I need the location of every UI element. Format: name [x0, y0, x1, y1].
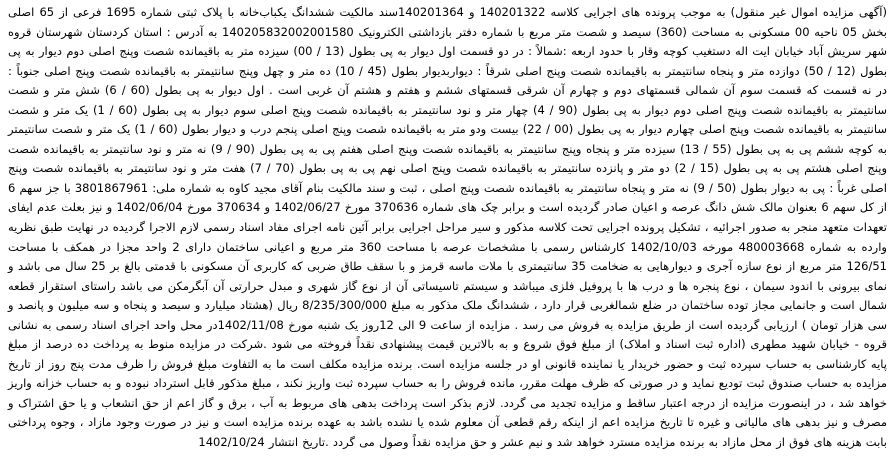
auction-notice-text: (آگهی مزایده اموال غیر منقول) به موجب پرونده های اجرایی کلاسه 140201322 و 140201364سند مالکیت ششدانگ یکباب‌خانه با پلاک ثبتی شماره 1695 فرعی از 65 اصلی بخش 05 ناحیه 00 مسکونی به مساحت (360) سیصد و شصت متر مربع با شماره دفتر بازداشتی الکترونیک 140205832002001580 به آدرس : استان کردستان شهرستان قروه شهر سریش آباد خیابان ایت اله دستغیب کوچه وقار با حدود اربعه :شمالاً : در دو قسمت اول دیوار به پی بطول (13 / 00) سیزده متر به باقیمانده شصت وپنج اصلی دوم دیوار به پی بطول (12 / 50) دوازده متر و پنجاه سانتیمتر به باقیمانده شصت وپنج اصلی شرقاً : دیواربدیوار بطول (45 / 10) ده متر و چهل وپنج سانتیمتر به باقیمانده شصت وپنج اصلی جنوباً : در نه قسمت که قسمت سوم آن شمالی قسمتهای دوم و چهارم آن شرقی قسمتهای ششم و هفتم و هشتم آن غربی است . اول دیوار به پی بطول (60 / 6) شش متر و شصت سانتیمتر به باقیمانده شصت وپنج اصلی دوم دیوار به پی بطول (90 / 4) چهار متر و نود سانتیمتر به باقیمانده شصت وپنج اصلی سوم دیوار به پی بطول (60 / 1) یک متر و شصت سانتیمتر به باقیمانده شصت وپنج اصلی چهارم دیوار به پی بطول (00 / 22) بیست ودو متر به باقیمانده شصت وپنج اصلی پنجم درب و دیوار بطول (60 / 1) یک متر و شصت سانتیمتر به کوچه ششم پی به پی بطول (55 / 13) سیزده متر و پنجاه وپنج سانتیمتر به باقیمانده شصت وپنج اصلی هفتم پی به پی بطول (90 / 9) نه متر و نود سانتیمتر به باقیمانده شصت وپنج اصلی هشتم پی به پی بطول (15 / 2) دو متر و پانزده سانتیمتر به باقیمانده شصت وپنج اصلی نهم پی به پی بطول (70 / 7) هفت متر و نود سانتیمتر به باقیمانده شصت وپنج اصلی غرباً : پی به دیوار بطول (50 / 9) نه متر و پنجاه سانتیمتر به باقیمانده شصت وپنج اصلی ، ثبت و سند مالکیت بنام آقای مجید کاوه به شماره ملی: 3801867961 با جز سهم 6 از کل سهم 6 بعنوان مالک شش دانگ عرصه و اعیان صادر گردیده است و برابر چک های شماره 370636 مورخ 1402/06/27 و 370634 مورخ 1402/06/04 و نیز بعلت عدم ایفای تعهدات متعهد منجر به صدور اجرائیه ، تشکیل پرونده اجرایی تحت کلاسه مذکور و سیر مراحل اجرایی برابر آئین نامه اجرای مفاد اسناد رسمی لازم الاجرا گردیده در نهایت طبق نظریه وارده به شماره 480003668 مورخه 1402/10/03 کارشناس رسمی با مشخصات عرصه با مساحت 360 متر مربع و اعیانی ساختمان دارای 2 واحد مجزا در همکف با مساحت 126/51 متر مربع از نوع سازه آجری و دیوارهایی به ضخامت 35 سانتیمتری با ملات ماسه قرمز و با سقف طاق ضربی که کاربری آن مسکونی با قدمتی بالغ بر 25 سال می باشد و نمای بیرونی با اندود سیمان ، نوع پنجره ها و درب ها با پروفیل فلزی میباشد و سیستم تاسیساتی آن از نوع گاز شهری و مبدل حرارتی آن آبگرمکن می باشد راستای استقرار قطعه شمال است و جانمایی مجاز توده ساختمان در ضلع شمالغربی قرار دارد ، ششدانگ ملک مذکور به مبلغ 8/235/300/000 ریال (هشتاد میلیارد و سیصد و پنجاه و سه میلیون و پانصد و سی هزار تومان ) ارزیابی گردیده است از طریق مزایده به فروش می رسد . مزایده از ساعت 9 الی 12روز یک شنبه مورخ 1402/11/08در محل واحد اجرای اسناد رسمی به نشانی قروه - خیابان شهید مطهری (اداره ثبت اسناد و املاک) از مبلغ فوق شروع و به بالاترین قیمت پیشنهادی نقداً فروخته می شود .شرکت در مزایده منوط به پرداخت ده درصد از مبلغ پایه کارشناسی به حساب سپرده ثبت و حضور خریدار یا نماینده قانونی او در جلسه مزایده است. برنده مزایده مکلف است ما به التفاوت مبلغ فروش را ظرف مدت پنج روز از تاریخ مزایده به حساب صندوق ثبت تودیع نماید و در صورتی که ظرف مهلت مقرر، مانده فروش را به حساب سپرده ثبت واریز نکند ، مبلغ مذکور قابل استرداد نبوده و به حساب خزانه واریز خواهد شد ، در اینصورت مزایده از درجه اعتبار ساقط و مزایده تجدید می گردد. لازم بذکر است پرداخت بدهی های مربوط به آب ، برق و گاز اعم از حق انشعاب و یا حق اشتراک و مصرف و نیز بدهی های مالیاتی و غیره تا تاریخ مزایده اعم از اینکه رقم قطعی آن معلوم شده یا نشده باشد به عهده برنده مزایده است و نیز در صورت وجود مازاد ، وجوه پرداختی بابت هزینه های فوق از محل مازاد به برنده مزایده مسترد خواهد شد و نیم عشر و حق مزایده نقداً وصول می گردد .تاریخ انتشار 1402/10/24	[8, 5, 888, 450]
